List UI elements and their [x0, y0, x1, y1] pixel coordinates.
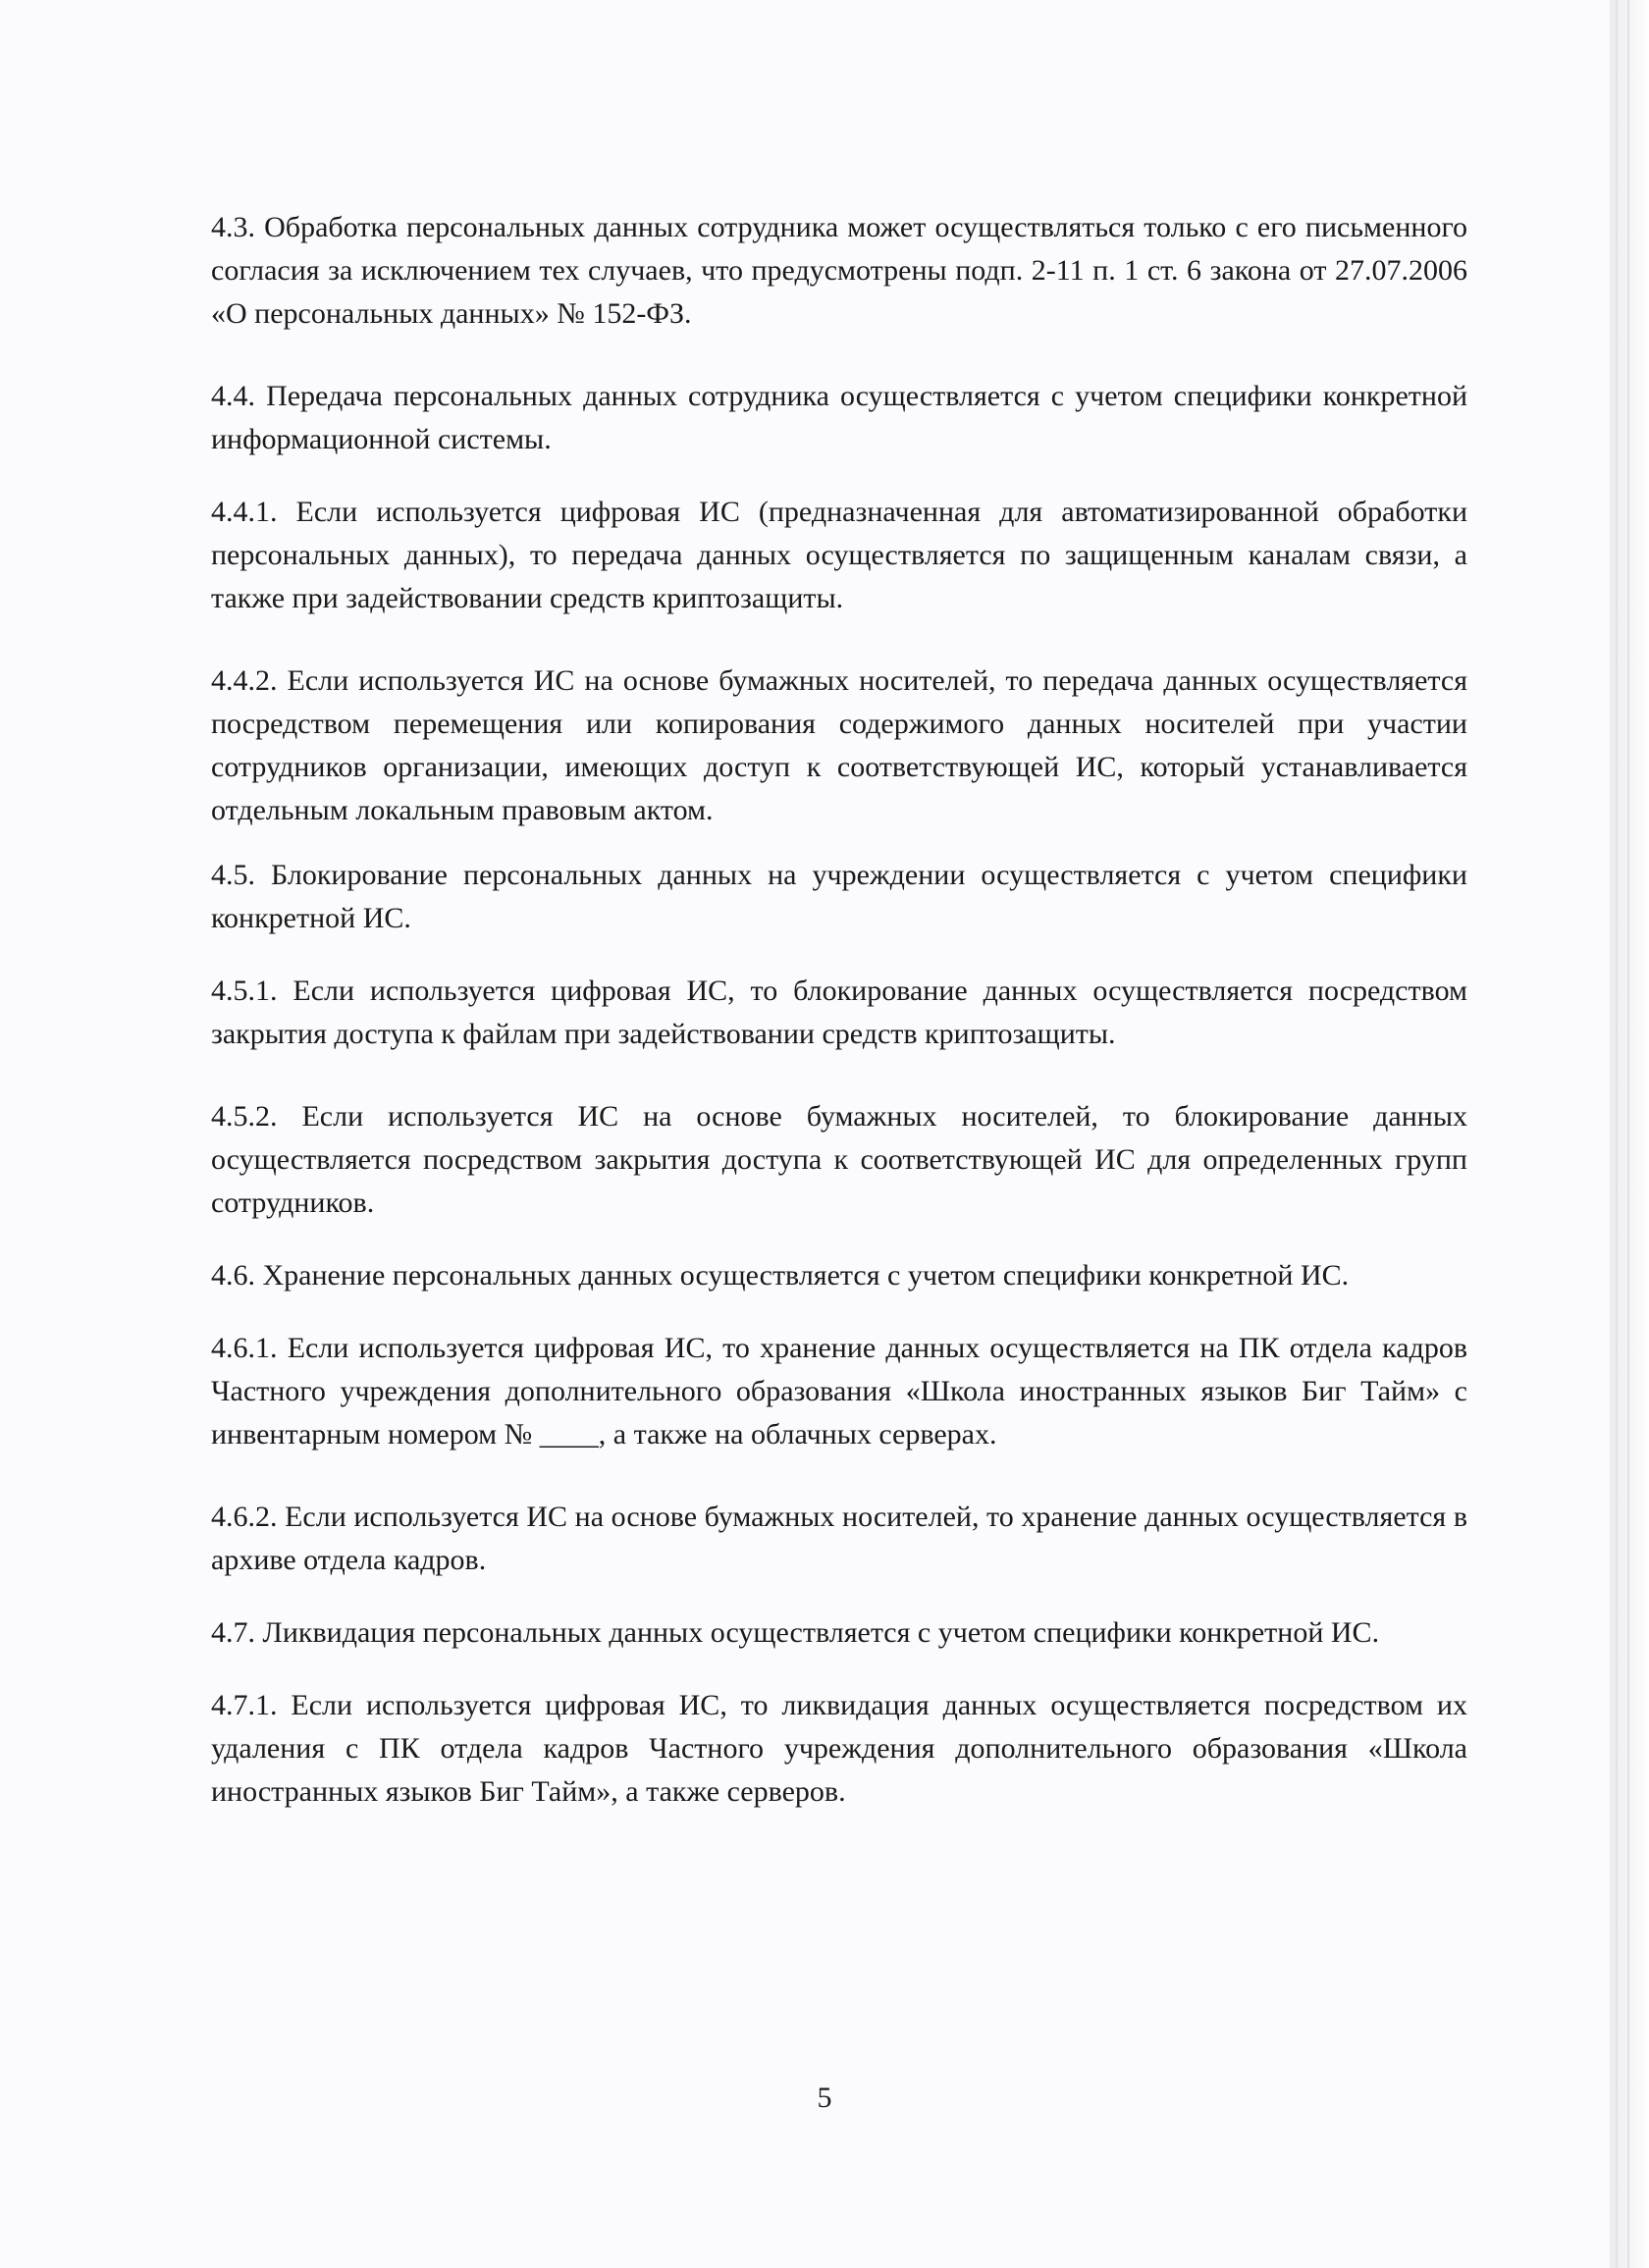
- paragraph-4-4: 4.4. Передача персональных данных сотрудника осуществляется с учетом специфики конкретной информационной системы.: [211, 380, 1467, 455]
- paragraph-4-7: 4.7. Ликвидация персональных данных осуществляется с учетом специфики конкретной ИС.: [211, 1616, 1380, 1649]
- paper-stack-edge: [1610, 0, 1649, 2268]
- paragraph-4-3: 4.3. Обработка персональных данных сотрудника может осуществляться только с его письменного согласия за исключением тех случаев, что предусмотрены подп. 2-11 п. 1 ст. 6 закона от 27.07.2006 «О персональных данных» № 152-ФЗ.: [211, 211, 1467, 330]
- page-number: 5: [817, 2082, 832, 2114]
- document-body: [211, 206, 1467, 1814]
- paragraph-4-7-1: 4.7.1. Если используется цифровая ИС, то ликвидация данных осуществляется посредством их удаления с ПК отдела кадров Частного учреждения дополнительного образования «Школа иностранных языков Биг Тайм», а также серверов.: [211, 1689, 1467, 1808]
- paragraph-4-6-1: 4.6.1. Если используется цифровая ИС, то хранение данных осуществляется на ПК отдела кадров Частного учреждения дополнительного образования «Школа иностранных языков Биг Тайм» с инвентарным номером № ____, а также на облачных серверах.: [211, 1332, 1467, 1450]
- paragraph-4-6-2: 4.6.2. Если используется ИС на основе бумажных носителей, то хранение данных осуществляется в архиве отдела кадров.: [211, 1501, 1467, 1576]
- paragraph-4-5-2: 4.5.2. Если используется ИС на основе бумажных носителей, то блокирование данных осуществляется посредством закрытия доступа к соответствующей ИС для определенных групп сотрудников.: [211, 1100, 1467, 1219]
- paper-edge-line: [1627, 0, 1629, 2268]
- paragraph-4-5: 4.5. Блокирование персональных данных на учреждении осуществляется с учетом специфики конкретной ИС.: [211, 859, 1467, 934]
- paragraph-4-6: 4.6. Хранение персональных данных осуществляется с учетом специфики конкретной ИС.: [211, 1259, 1350, 1292]
- paper-edge-line: [1616, 0, 1618, 2268]
- paragraph-4-4-1: 4.4.1. Если используется цифровая ИС (предназначенная для автоматизированной обработки персональных данных), то передача данных осуществляется по защищенным каналам связи, а также при задействовании средств криптозащиты.: [211, 496, 1467, 614]
- paragraph-4-4-2: 4.4.2. Если используется ИС на основе бумажных носителей, то передача данных осуществляется посредством перемещения или копирования содержимого данных носителей при участии сотрудников организации, имеющих доступ к соответствующей ИС, который устанавливается отдельным локальным правовым актом.: [211, 664, 1467, 826]
- paragraph-4-5-1: 4.5.1. Если используется цифровая ИС, то блокирование данных осуществляется посредством закрытия доступа к файлам при задействовании средств криптозащиты.: [211, 975, 1467, 1050]
